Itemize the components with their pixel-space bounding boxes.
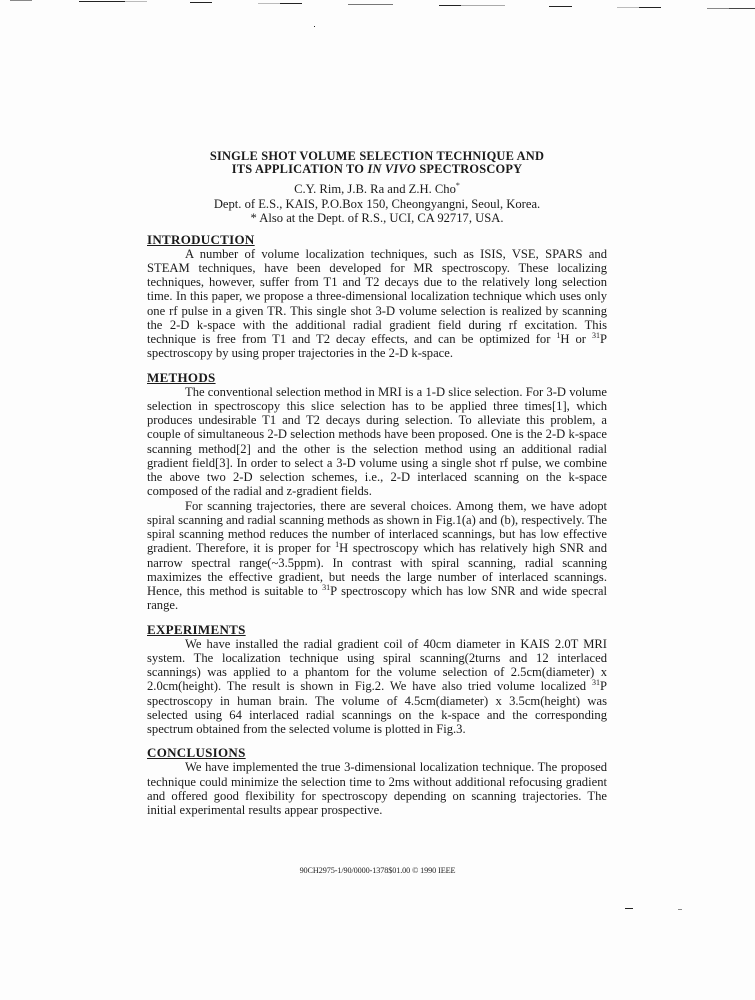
text: P spectroscopy which has low SNR and wide specral range.	[147, 584, 607, 613]
scan-artifact	[348, 4, 393, 5]
title-text: ITS APPLICATION TO	[231, 162, 368, 176]
scan-artifact	[678, 909, 682, 910]
author-block	[147, 182, 607, 226]
paragraph: We have implemented the true 3-dimensional localization technique. The proposed technique could minimize the selection time to 2ms without additional refocusing gradient and offered good flexibility for spectroscopy depending on scanning trajectories. The initial experimental results appear prospective.	[147, 760, 607, 817]
text: For scanning trajectories, there are several choices. Among them, we have adopt spiral scanning and radial scanning methods as shown in Fig.1(a) and (b), respectively. The spiral scanning method reduces the number of interlaced scannings, but has low effective gradient. Therefore, it is proper for	[147, 498, 607, 556]
text: A number of volume localization techniques, such as ISIS, VSE, SPARS and STEAM techniques, have been developed for MR spectroscopy. These localizing techniques, however, suffer from T1 and T2 decays due to the relatively long selection time. In this paper, we propose a three-dimensional localization technique which uses only one rf pulse in a given TR. This single shot 3-D volume selection is realized by scanning the 2-D k-space with the additional radial gradient field during rf excitation. This technique is free from T1 and T2 decay effects, and can be optimized for	[147, 246, 607, 346]
superscript: 31	[591, 678, 600, 688]
section-introduction	[147, 233, 607, 361]
footnote-mark: *	[455, 181, 460, 190]
scan-artifact	[439, 5, 461, 6]
scan-artifact	[258, 3, 280, 4]
scan-artifact	[625, 908, 633, 909]
scan-artifact	[190, 2, 212, 3]
scan-artifact	[314, 26, 315, 27]
paragraph	[147, 637, 607, 737]
scan-artifact	[617, 7, 639, 8]
scan-artifact	[729, 8, 755, 9]
scan-artifact	[79, 1, 125, 2]
section-heading: EXPERIMENTS	[147, 621, 246, 637]
superscript: 31	[592, 331, 600, 340]
paragraph	[147, 499, 607, 613]
scan-artifact	[125, 1, 147, 2]
superscript: 31	[322, 583, 331, 592]
title-line-1: SINGLE SHOT VOLUME SELECTION TECHNIQUE AND	[209, 149, 545, 163]
paragraph: The conventional selection method in MRI is a 1-D slice selection. For 3-D volume selection in spectroscopy this slice selection has to be applied three times[1], which produces undesirable T1 and T2 decays during selection. To alleviate this problem, a couple of simultaneous 2-D selection methods have been proposed. One is the 2-D k-space scanning method[2] and the other is the selection method using an additional radial gradient field[3]. In order to select a 3-D volume using a single shot rf pulse, we combine the above two 2-D selection schemes, i.e., 2-D interlaced scanning on the k-space composed of the radial and z-gradient fields.	[147, 384, 607, 499]
paper-title	[147, 150, 607, 176]
text: P spectroscopy by using proper trajectories in the 2-D k-space.	[147, 332, 608, 361]
section-methods	[147, 371, 607, 613]
text: We have installed the radial gradient coil of 40cm diameter in KAIS 2.0T MRI system. The localization technique using spiral scanning(2turns and 12 interlaced scannings) was applied to a phantom for the volume selection of 2.5cm(diameter) x 2.0cm(height). The result is shown in Fig.2. We have also tried volume localized	[147, 636, 607, 694]
paper-page	[147, 150, 607, 817]
title-italic: IN VIVO	[367, 162, 417, 176]
affiliation-2: * Also at the Dept. of R.S., UCI, CA 92717, USA.	[250, 211, 504, 225]
affiliation: Dept. of E.S., KAIS, P.O.Box 150, Cheongyangni, Seoul, Korea.	[213, 196, 541, 211]
title-text: SPECTROSCOPY	[416, 162, 523, 176]
superscript: 1	[556, 331, 561, 340]
scan-artifact	[639, 7, 661, 8]
scan-artifact	[10, 0, 32, 1]
text: P spectroscopy in human brain. The volume of 4.5cm(diameter) x 3.5cm(height) was selected using 64 interlaced radial scannings on the k-space and the corresponding spectrum obtained from the selected volume is plotted in Fig.3.	[147, 679, 607, 736]
superscript: 1	[335, 540, 340, 550]
scan-artifact	[549, 6, 572, 7]
section-conclusions	[147, 746, 607, 817]
section-heading: INTRODUCTION	[147, 231, 255, 247]
section-heading: METHODS	[147, 369, 216, 385]
text: H or	[560, 332, 592, 346]
scan-artifact	[280, 3, 302, 4]
authors	[147, 182, 607, 197]
author-names: C.Y. Rim, J.B. Ra and Z.H. Cho	[294, 182, 456, 196]
scan-artifact	[707, 8, 729, 9]
copyright-footer: 90CH2975-1/90/0000-1378$01.00 © 1990 IEEE	[299, 866, 456, 875]
scan-artifact	[461, 5, 505, 6]
text: H spectroscopy which has relatively high SNR and narrow spectral range(~3.5ppm). In contrast with spiral scanning, radial scanning maximizes the effective gradient, but needs the large number of interlaced scannings. Hence, this method is suitable to	[147, 541, 607, 598]
title-line-2	[147, 163, 607, 176]
section-experiments	[147, 623, 607, 737]
section-heading: CONCLUSIONS	[147, 745, 246, 761]
paragraph	[147, 247, 607, 361]
